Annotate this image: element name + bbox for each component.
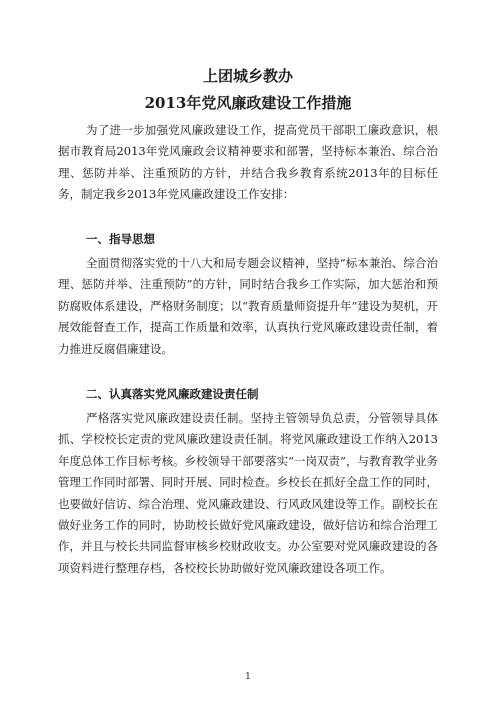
document-title: 2013年党风廉政建设工作措施: [144, 94, 352, 112]
section-body-guiding-ideology: 全面贯彻落实党的十八大和局专题会议精神，坚持“标本兼治、综合治理、惩防并举、注重预防”的方针，同时结合我乡工作实际，加大惩治和预防腐败体系建设，严格财务制度；以“教育质量师资提升年”建设为契机，开展效能督查工作，提高工作质量和效率，认真执行党风廉政建设责任制，着力推进反腐倡廉建设。: [58, 256, 438, 356]
page-number: 1: [245, 672, 251, 682]
intro-paragraph: 为了进一步加强党风廉政建设工作，提高党员干部职工廉政意识，根据市教育局2013年党风廉政会议精神要求和部署，坚持标本兼治、综合治理、惩防并举、注重预防的方针，并结合我乡教育系统2013年的目标任务，制定我乡2013年党风廉政建设工作安排：: [58, 123, 438, 202]
section-heading-guiding-ideology: 一、指导思想: [86, 232, 155, 246]
section-heading-responsibility-system: 二、认真落实党风廉政建设责任制: [86, 387, 259, 401]
document-title-org: 上团城乡教办: [202, 67, 293, 85]
section-body-responsibility-system: 严格落实党风廉政建设责任制。坚持主管领导负总责，分管领导具体抓、学校校长定责的党风廉政建设责任制。将党风廉政建设工作纳入2013年度总体工作目标考核。乡校领导干部要落实“一岗双责”，与教育教学业务管理工作同时部署、同时开展、同时检查。乡校长在抓好全盘工作的同时，也要做好信访、综合治理、党风廉政建设、行风政风建设等工作。副校长在做好业务工作的同时，协助校长做好党风廉政建设，做好信访和综合治理工作，并且与校长共同监督审核乡校财政收支。办公室要对党风廉政建设的各项资料进行整理存档，各校校长协助做好党风廉政建设各项工作。: [58, 411, 438, 575]
